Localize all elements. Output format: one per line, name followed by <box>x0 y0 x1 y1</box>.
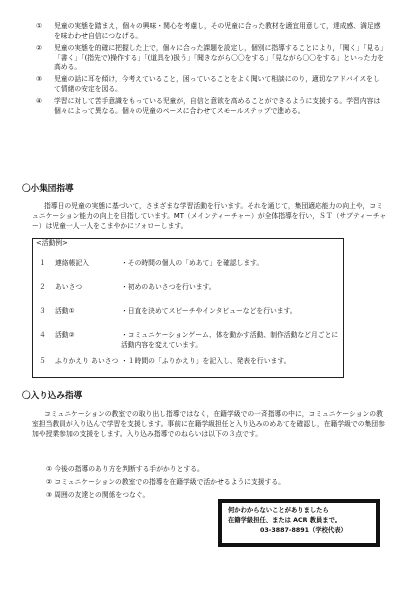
item-number: ④ <box>36 96 43 105</box>
section-heading-push-in: 〇入り込み指導 <box>22 391 83 401</box>
activity-description: ・１時間の「ふりかえり」を記入し、発表を行います。 <box>121 357 291 365</box>
activity-description: ・日直を決めてスピーチやインタビューなどを行います。 <box>121 307 297 315</box>
activity-box-label: <活動例> <box>36 239 68 247</box>
list-item <box>36 75 386 95</box>
goal-point: ② コミュニケーションの教室での指導を在籍学級で活かせるように支援する。 <box>46 478 285 486</box>
item-number: ② <box>36 43 43 52</box>
item-text: 児童の話に耳を傾け，今考えていること，困っていることをよく聞いて相談にのり，適切なアドバイスをして情緒の安定を図る。 <box>54 75 380 94</box>
activity-name: あいさつ <box>55 283 83 291</box>
goal-point: ③ 周囲の友達との関係をつなぐ。 <box>46 491 150 499</box>
activity-number: １ <box>39 259 46 267</box>
activity-number: ２ <box>39 283 46 291</box>
activity-number: ５ <box>39 357 46 365</box>
item-number: ③ <box>36 75 43 84</box>
section-heading-small-group: 〇小集団指導 <box>22 184 74 194</box>
contact-line: 在籍学級担任、または ACR 教員まで。 <box>228 516 342 524</box>
support-policy-list <box>36 22 386 119</box>
list-item <box>36 22 386 42</box>
activity-description: ・初めのあいさつを行います。 <box>121 283 216 291</box>
contact-phone: 03-3887-8891（学校代表） <box>260 526 347 534</box>
activity-number: ４ <box>39 331 46 339</box>
small-group-paragraph: 指導日の児童の実態に基づいて，さまざまな学習活動を行います。それを通じて，集団適応能力の向上や，コミュニケーション能力の向上を目指しています。MT（メインティーチャー）が全体指導を行い，ＳＴ（サブティーチャー）は児童一人一人をこまやかにフォローします。 <box>32 202 387 230</box>
item-text: 児童の実態を的確に把握した上で，個々に合った課題を設定し，個別に指導することにより，「聞く」「見る」「書く」「(指先で)操作する」「(道具を)扱う」「聞きながら〇〇をする」「見ながら〇〇をする」といった力を高める。 <box>54 43 385 72</box>
goal-point: ① 今後の指導のあり方を判断する手がかりとする。 <box>46 465 204 473</box>
item-number: ① <box>36 22 43 30</box>
list-item <box>36 97 386 117</box>
activity-name: 連絡帳記入 <box>55 259 89 267</box>
activity-description: ・その時間の個人の「めあて」を確認します。 <box>121 259 264 267</box>
push-in-paragraph: コミュニケーションの教室での取り出し指導ではなく，在籍学級での一斉指導の中に，コミュニケーションの教室担当教員が入り込んで学習を支援します。事前に在籍学級担任と入り込みのめあてを確認し，在籍学級での集団参加や授業参加の支援をします。入り込み指導でのねらいは以下の３点です。 <box>32 410 385 438</box>
activity-description: ・コミュニケーションゲーム、体を動かす活動、制作活動など月ごとに活動内容を変えています。 <box>121 331 339 349</box>
activity-number: ３ <box>39 307 46 315</box>
list-item <box>36 44 386 74</box>
activity-example-box <box>32 238 344 378</box>
activity-name: 活動② <box>55 331 75 339</box>
item-text: 児童の実態を踏まえ，個々の興味・関心を考慮し，その児童に合った教材を適宜用意して，達成感、満足感を味わわせ自信につなげる。 <box>54 22 381 40</box>
contact-box-inner <box>222 503 376 543</box>
activity-name: 活動① <box>55 307 75 315</box>
item-text: 学習に対して苦手意識をもっている児童が，自信と意欲を高めることができるように支援する。学習内容は個々によって異なる。個々の児童のペースに合わせてスモールステップで進める。 <box>54 96 381 115</box>
activity-name: ふりかえり あいさつ <box>55 357 119 365</box>
contact-line: 何かわからないことがありましたら <box>228 507 329 514</box>
contact-box <box>218 499 380 547</box>
